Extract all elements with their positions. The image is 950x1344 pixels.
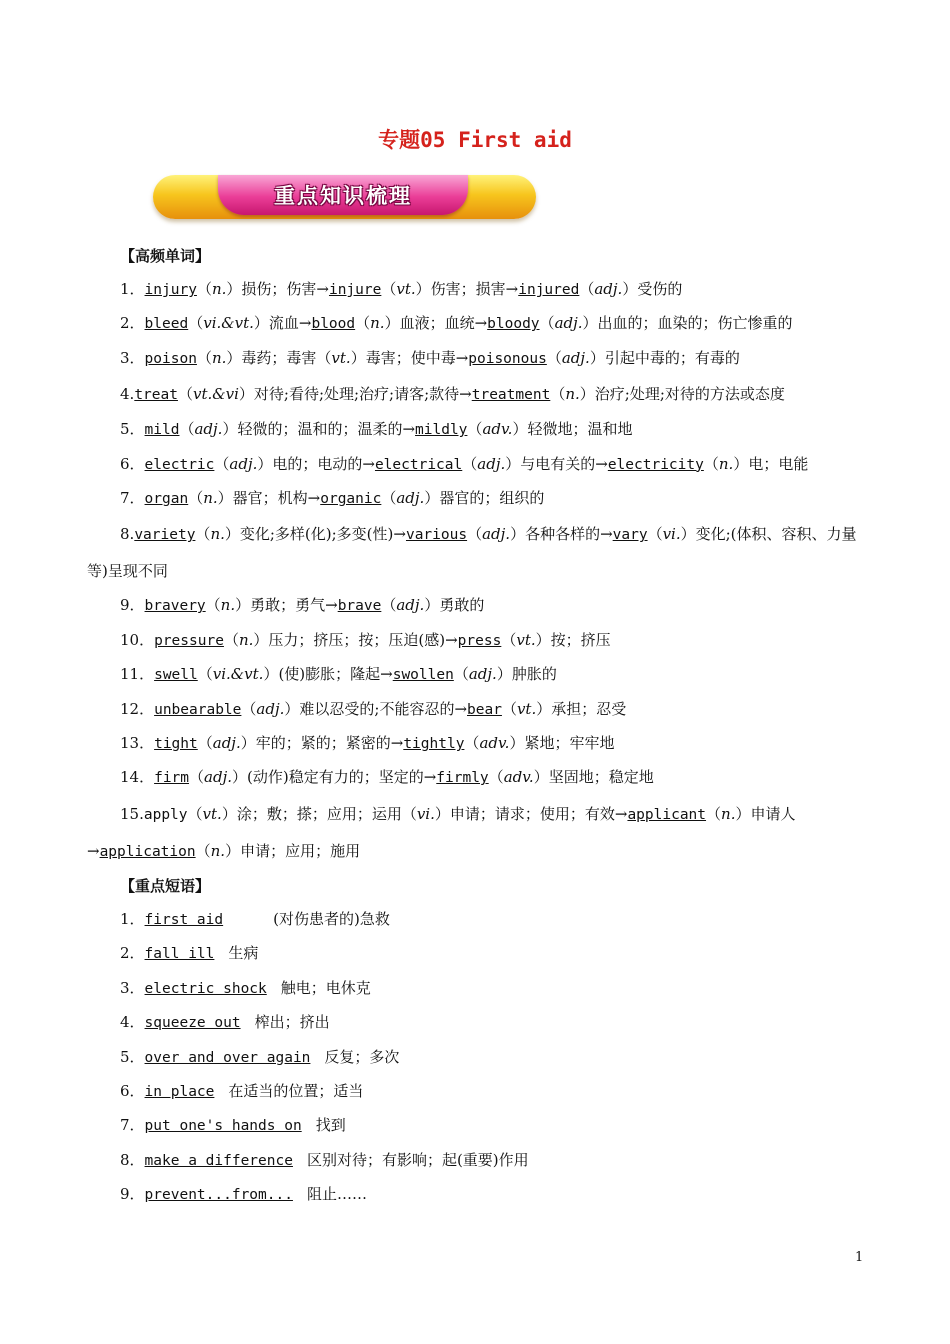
- vocab-word: organ: [144, 491, 189, 508]
- definition-text: （: [355, 314, 371, 333]
- vocab-word: blood: [311, 316, 356, 333]
- phrase-text: prevent...from...: [144, 1187, 293, 1204]
- definition-text: （: [187, 804, 203, 823]
- vocab-entry: [87, 796, 865, 870]
- definition-text: （: [197, 734, 213, 753]
- part-of-speech: vt.: [516, 699, 537, 718]
- definition-text: （: [464, 734, 480, 753]
- phrase-entry: [87, 903, 865, 937]
- phrase-meaning: 找到: [315, 1116, 346, 1135]
- definition-text: （: [381, 596, 397, 615]
- definition-text: ）受伤的: [622, 280, 683, 298]
- vocab-word: brave: [337, 598, 382, 615]
- definition-text: ）勇敢的: [424, 596, 485, 615]
- page-title: 专题05 First aid: [378, 128, 572, 152]
- vocab-word: injury: [144, 282, 197, 298]
- entry-number: 4.: [120, 385, 135, 404]
- definition-text: （: [195, 525, 211, 544]
- definition-text: ）坚固地；稳定地: [533, 768, 654, 787]
- part-of-speech: adv.: [503, 768, 534, 787]
- part-of-speech: adj.: [561, 348, 590, 367]
- phrase-meaning: 反复；多次: [324, 1047, 400, 1066]
- part-of-speech: vi.: [416, 804, 435, 823]
- definition-text: ）申请；请求；使用；有效→: [434, 804, 628, 823]
- definition-text: （: [205, 596, 221, 615]
- definition-text: ）变化;多样(化);多变(性)→: [224, 525, 406, 544]
- vocab-word: vary: [612, 527, 648, 544]
- entry-number: 13．: [120, 734, 155, 753]
- definition-text: （: [381, 489, 397, 508]
- vocab-entry: [87, 376, 865, 413]
- part-of-speech: vt.: [396, 280, 416, 298]
- phrase-entry: [87, 1006, 865, 1040]
- phrase-entry: [87, 972, 865, 1006]
- definition-text: （: [501, 630, 517, 649]
- vocab-word: poison: [144, 350, 197, 367]
- definition-text: ）难以忍受的;不能容忍的→: [284, 699, 468, 718]
- vocab-word: press: [457, 632, 502, 649]
- definition-text: ）(动作)稳定有力的；坚定的→: [232, 768, 437, 787]
- definition-text: ）毒药；毒害（: [226, 348, 332, 367]
- entry-number: 6．: [120, 454, 145, 473]
- page-number: 1: [855, 1250, 864, 1265]
- definition-text: ）器官的；组织的: [424, 489, 545, 508]
- definition-text: ）损伤；伤害→: [226, 280, 329, 298]
- entry-number: 2．: [120, 314, 145, 333]
- vocab-word: organic: [320, 491, 382, 508]
- phrase-text: put one's hands on: [144, 1118, 302, 1135]
- part-of-speech: vi.: [662, 525, 681, 544]
- entry-number: 1．: [120, 909, 145, 928]
- entry-number: 2．: [120, 944, 145, 963]
- phrase-meaning: 区别对待；有影响；起(重要)作用: [306, 1150, 529, 1169]
- definition-text: ）紧地；牢牢地: [509, 734, 615, 753]
- definition-text: ）流血→: [253, 314, 312, 333]
- entry-number: 5．: [120, 1047, 145, 1066]
- definition-text: （: [177, 385, 193, 404]
- part-of-speech: n.: [211, 348, 227, 367]
- part-of-speech: n.: [565, 385, 580, 404]
- definition-text: ）出血的；血染的；伤亡惨重的: [582, 314, 793, 333]
- vocab-word: treat: [134, 387, 178, 404]
- definition-text: （: [462, 454, 478, 473]
- vocab-section-header: 【高频单词】: [120, 247, 211, 265]
- definition-text: ）牢的；紧的；紧密的→: [240, 734, 404, 753]
- vocab-word: bear: [467, 701, 502, 718]
- definition-text: （: [381, 280, 397, 298]
- entry-number: 14．: [120, 768, 155, 787]
- phrase-text: in place: [144, 1083, 215, 1100]
- definition-text: ）申请人→: [87, 804, 796, 860]
- definition-text: （: [550, 385, 566, 404]
- part-of-speech: vt.: [516, 630, 536, 649]
- definition-text: （: [706, 804, 722, 823]
- phrases-section-header: 【重点短语】: [120, 876, 211, 895]
- definition-text: （: [647, 525, 663, 544]
- document-body: [87, 240, 865, 1213]
- vocab-word: electricity: [607, 456, 704, 473]
- vocab-word: firmly: [436, 770, 489, 787]
- vocab-entry: [87, 448, 865, 482]
- vocab-word: injure: [328, 282, 382, 298]
- entry-number: 7．: [120, 489, 145, 508]
- definition-text: （: [467, 525, 483, 544]
- vocab-word: swell: [154, 667, 198, 684]
- entry-number: 5．: [120, 420, 145, 439]
- part-of-speech: n.: [210, 841, 226, 860]
- definition-text: ）勇敢；勇气→: [235, 596, 338, 615]
- vocab-entry: [87, 761, 865, 795]
- definition-text: ）压力；挤压；按；压迫(感)→: [253, 630, 458, 649]
- phrase-entry: [87, 1178, 865, 1212]
- definition-text: ）血液；血统→: [384, 314, 488, 333]
- definition-text: ）各种各样的→: [510, 525, 613, 544]
- definition-text: （: [214, 454, 230, 473]
- definition-text: ）对待;看待;处理;治疗;请客;款待→: [238, 385, 472, 404]
- definition-text: ）器官；机构→: [217, 489, 321, 508]
- part-of-speech: adj.: [194, 420, 223, 439]
- phrase-list: [87, 903, 865, 1213]
- definition-text: ）与电有关的→: [505, 454, 608, 473]
- phrase-meaning: (对伤患者的)急救: [273, 909, 390, 928]
- part-of-speech: n.: [721, 804, 736, 823]
- vocab-word: poisonous: [468, 350, 547, 367]
- definition-text: （: [453, 665, 469, 684]
- definition-text: （: [546, 348, 562, 367]
- part-of-speech: adv.: [482, 420, 513, 439]
- entry-number: 9．: [120, 1185, 145, 1204]
- banner-ribbon: [218, 175, 468, 215]
- phrase-text: fall ill: [144, 946, 215, 963]
- part-of-speech: adj.: [396, 489, 425, 508]
- definition-text: ）轻微地；温和地: [512, 420, 633, 439]
- phrase-entry: [87, 1041, 865, 1075]
- definition-text: ）申请；应用；施用: [225, 841, 361, 860]
- vocab-list: [87, 273, 865, 870]
- part-of-speech: adj.: [204, 768, 232, 787]
- definition-text: （: [196, 348, 212, 367]
- definition-text: （: [196, 280, 212, 298]
- vocab-word: various: [405, 527, 468, 544]
- definition-text: （: [189, 768, 205, 787]
- vocab-entry: [87, 482, 865, 516]
- part-of-speech: adj.: [229, 454, 258, 473]
- part-of-speech: adj.: [212, 734, 241, 753]
- part-of-speech: vt.: [202, 804, 222, 823]
- definition-text: ）电；电能: [733, 454, 809, 473]
- part-of-speech: n.: [210, 525, 225, 544]
- definition-text: ）伤害；损害→: [415, 280, 519, 298]
- entry-number: 6．: [120, 1081, 145, 1100]
- definition-text: ）承担；忍受: [536, 699, 627, 718]
- phrase-text: over and over again: [144, 1049, 311, 1066]
- vocab-word: variety: [134, 527, 196, 544]
- definition-text: （: [579, 280, 595, 298]
- vocab-word: pressure: [154, 632, 224, 649]
- vocab-word: bloody: [487, 316, 540, 333]
- part-of-speech: n.: [370, 314, 385, 333]
- vocab-entry: [87, 273, 865, 307]
- definition-text: （: [539, 314, 555, 333]
- part-of-speech: vi.&vt.: [203, 314, 254, 333]
- phrase-text: electric shock: [144, 980, 267, 997]
- phrase-entry: [87, 1109, 865, 1143]
- definition-text: （: [488, 768, 504, 787]
- vocab-word: electric: [144, 456, 215, 473]
- vocab-word: apply: [143, 806, 188, 823]
- entry-number: 1．: [120, 280, 145, 298]
- part-of-speech: n.: [718, 454, 734, 473]
- vocab-word: bleed: [144, 316, 189, 333]
- vocab-word: firm: [154, 770, 190, 787]
- phrase-entry: [87, 1075, 865, 1109]
- vocab-word: mild: [144, 422, 180, 439]
- phrase-text: squeeze out: [144, 1015, 241, 1032]
- vocab-word: unbearable: [154, 701, 242, 718]
- phrase-meaning: 榨出；挤出: [254, 1013, 330, 1032]
- part-of-speech: adj.: [256, 699, 285, 718]
- phrase-meaning: 触电；电休克: [280, 978, 371, 997]
- vocab-word: bravery: [144, 598, 206, 615]
- section-banner: [153, 175, 536, 219]
- definition-text: （: [703, 454, 719, 473]
- banner-label: 重点知识梳理: [274, 184, 412, 208]
- vocab-word: tight: [154, 736, 198, 753]
- phrase-meaning: 生病: [228, 944, 259, 963]
- part-of-speech: n.: [220, 596, 236, 615]
- part-of-speech: n.: [238, 630, 254, 649]
- definition-text: ）电的；电动的→: [257, 454, 375, 473]
- definition-text: （: [223, 630, 239, 649]
- entry-number: 9．: [120, 596, 145, 615]
- entry-number: 8．: [120, 1150, 145, 1169]
- vocab-word: tightly: [403, 736, 465, 753]
- part-of-speech: adj.: [396, 596, 425, 615]
- definition-text: ）引起中毒的；有毒的: [589, 348, 740, 367]
- definition-text: （: [241, 699, 257, 718]
- definition-text: ）变化;(体积、容积、力量等)呈现不同: [87, 525, 857, 581]
- definition-text: （: [188, 314, 204, 333]
- part-of-speech: adj.: [594, 280, 623, 298]
- vocab-word: applicant: [627, 806, 707, 823]
- definition-text: ）肿胀的: [496, 665, 557, 684]
- definition-text: ）毒害；使中毒→: [350, 348, 469, 367]
- definition-text: （: [501, 699, 517, 718]
- phrase-entry: [87, 937, 865, 971]
- phrase-entry: [87, 1144, 865, 1178]
- vocab-entry: [87, 658, 865, 692]
- entry-number: 10．: [120, 630, 155, 649]
- entry-number: 7．: [120, 1116, 145, 1135]
- definition-text: （: [179, 420, 195, 439]
- vocab-entry: [87, 342, 865, 376]
- part-of-speech: vt.&vi: [192, 385, 239, 404]
- vocab-word: application: [99, 843, 196, 860]
- vocab-entry: [87, 307, 865, 341]
- phrase-text: first aid: [144, 911, 224, 928]
- part-of-speech: adj.: [554, 314, 583, 333]
- vocab-word: injured: [518, 282, 580, 298]
- part-of-speech: n.: [203, 489, 218, 508]
- vocab-entry: [87, 413, 865, 447]
- entry-number: 15.: [120, 804, 144, 823]
- definition-text: ）(使)膨胀；隆起→: [263, 665, 393, 684]
- definition-text: （: [467, 420, 483, 439]
- entry-number: 4．: [120, 1013, 145, 1032]
- part-of-speech: vi.&vt.: [212, 665, 264, 684]
- part-of-speech: adv.: [479, 734, 510, 753]
- vocab-entry: [87, 624, 865, 658]
- vocab-word: treatment: [471, 387, 551, 404]
- part-of-speech: adj.: [482, 525, 511, 544]
- vocab-word: mildly: [415, 422, 468, 439]
- entry-number: 12．: [120, 699, 155, 718]
- part-of-speech: n.: [211, 280, 227, 298]
- definition-text: ）治疗;处理;对待的方法或态度: [579, 385, 785, 404]
- entry-number: 8.: [120, 525, 135, 544]
- definition-text: ）轻微的；温和的；温柔的→: [222, 420, 416, 439]
- vocab-entry: [87, 727, 865, 761]
- entry-number: 3．: [120, 348, 145, 367]
- vocab-entry: [87, 693, 865, 727]
- phrase-meaning: 在适当的位置；适当: [228, 1081, 364, 1100]
- part-of-speech: adj.: [468, 665, 497, 684]
- vocab-entry: [87, 516, 865, 589]
- part-of-speech: vt.: [331, 348, 351, 367]
- phrase-meaning: 阻止……: [306, 1185, 367, 1204]
- definition-text: ）涂；敷；搽；应用；运用（: [221, 804, 417, 823]
- vocab-word: swollen: [392, 667, 454, 684]
- entry-number: 3．: [120, 978, 145, 997]
- part-of-speech: adj.: [477, 454, 506, 473]
- phrase-text: make a difference: [144, 1152, 293, 1169]
- entry-number: 11．: [120, 665, 155, 684]
- definition-text: ）按；挤压: [535, 630, 611, 649]
- definition-text: （: [197, 665, 213, 684]
- vocab-word: electrical: [374, 456, 463, 473]
- definition-text: （: [195, 841, 211, 860]
- vocab-entry: [87, 589, 865, 623]
- definition-text: （: [188, 489, 204, 508]
